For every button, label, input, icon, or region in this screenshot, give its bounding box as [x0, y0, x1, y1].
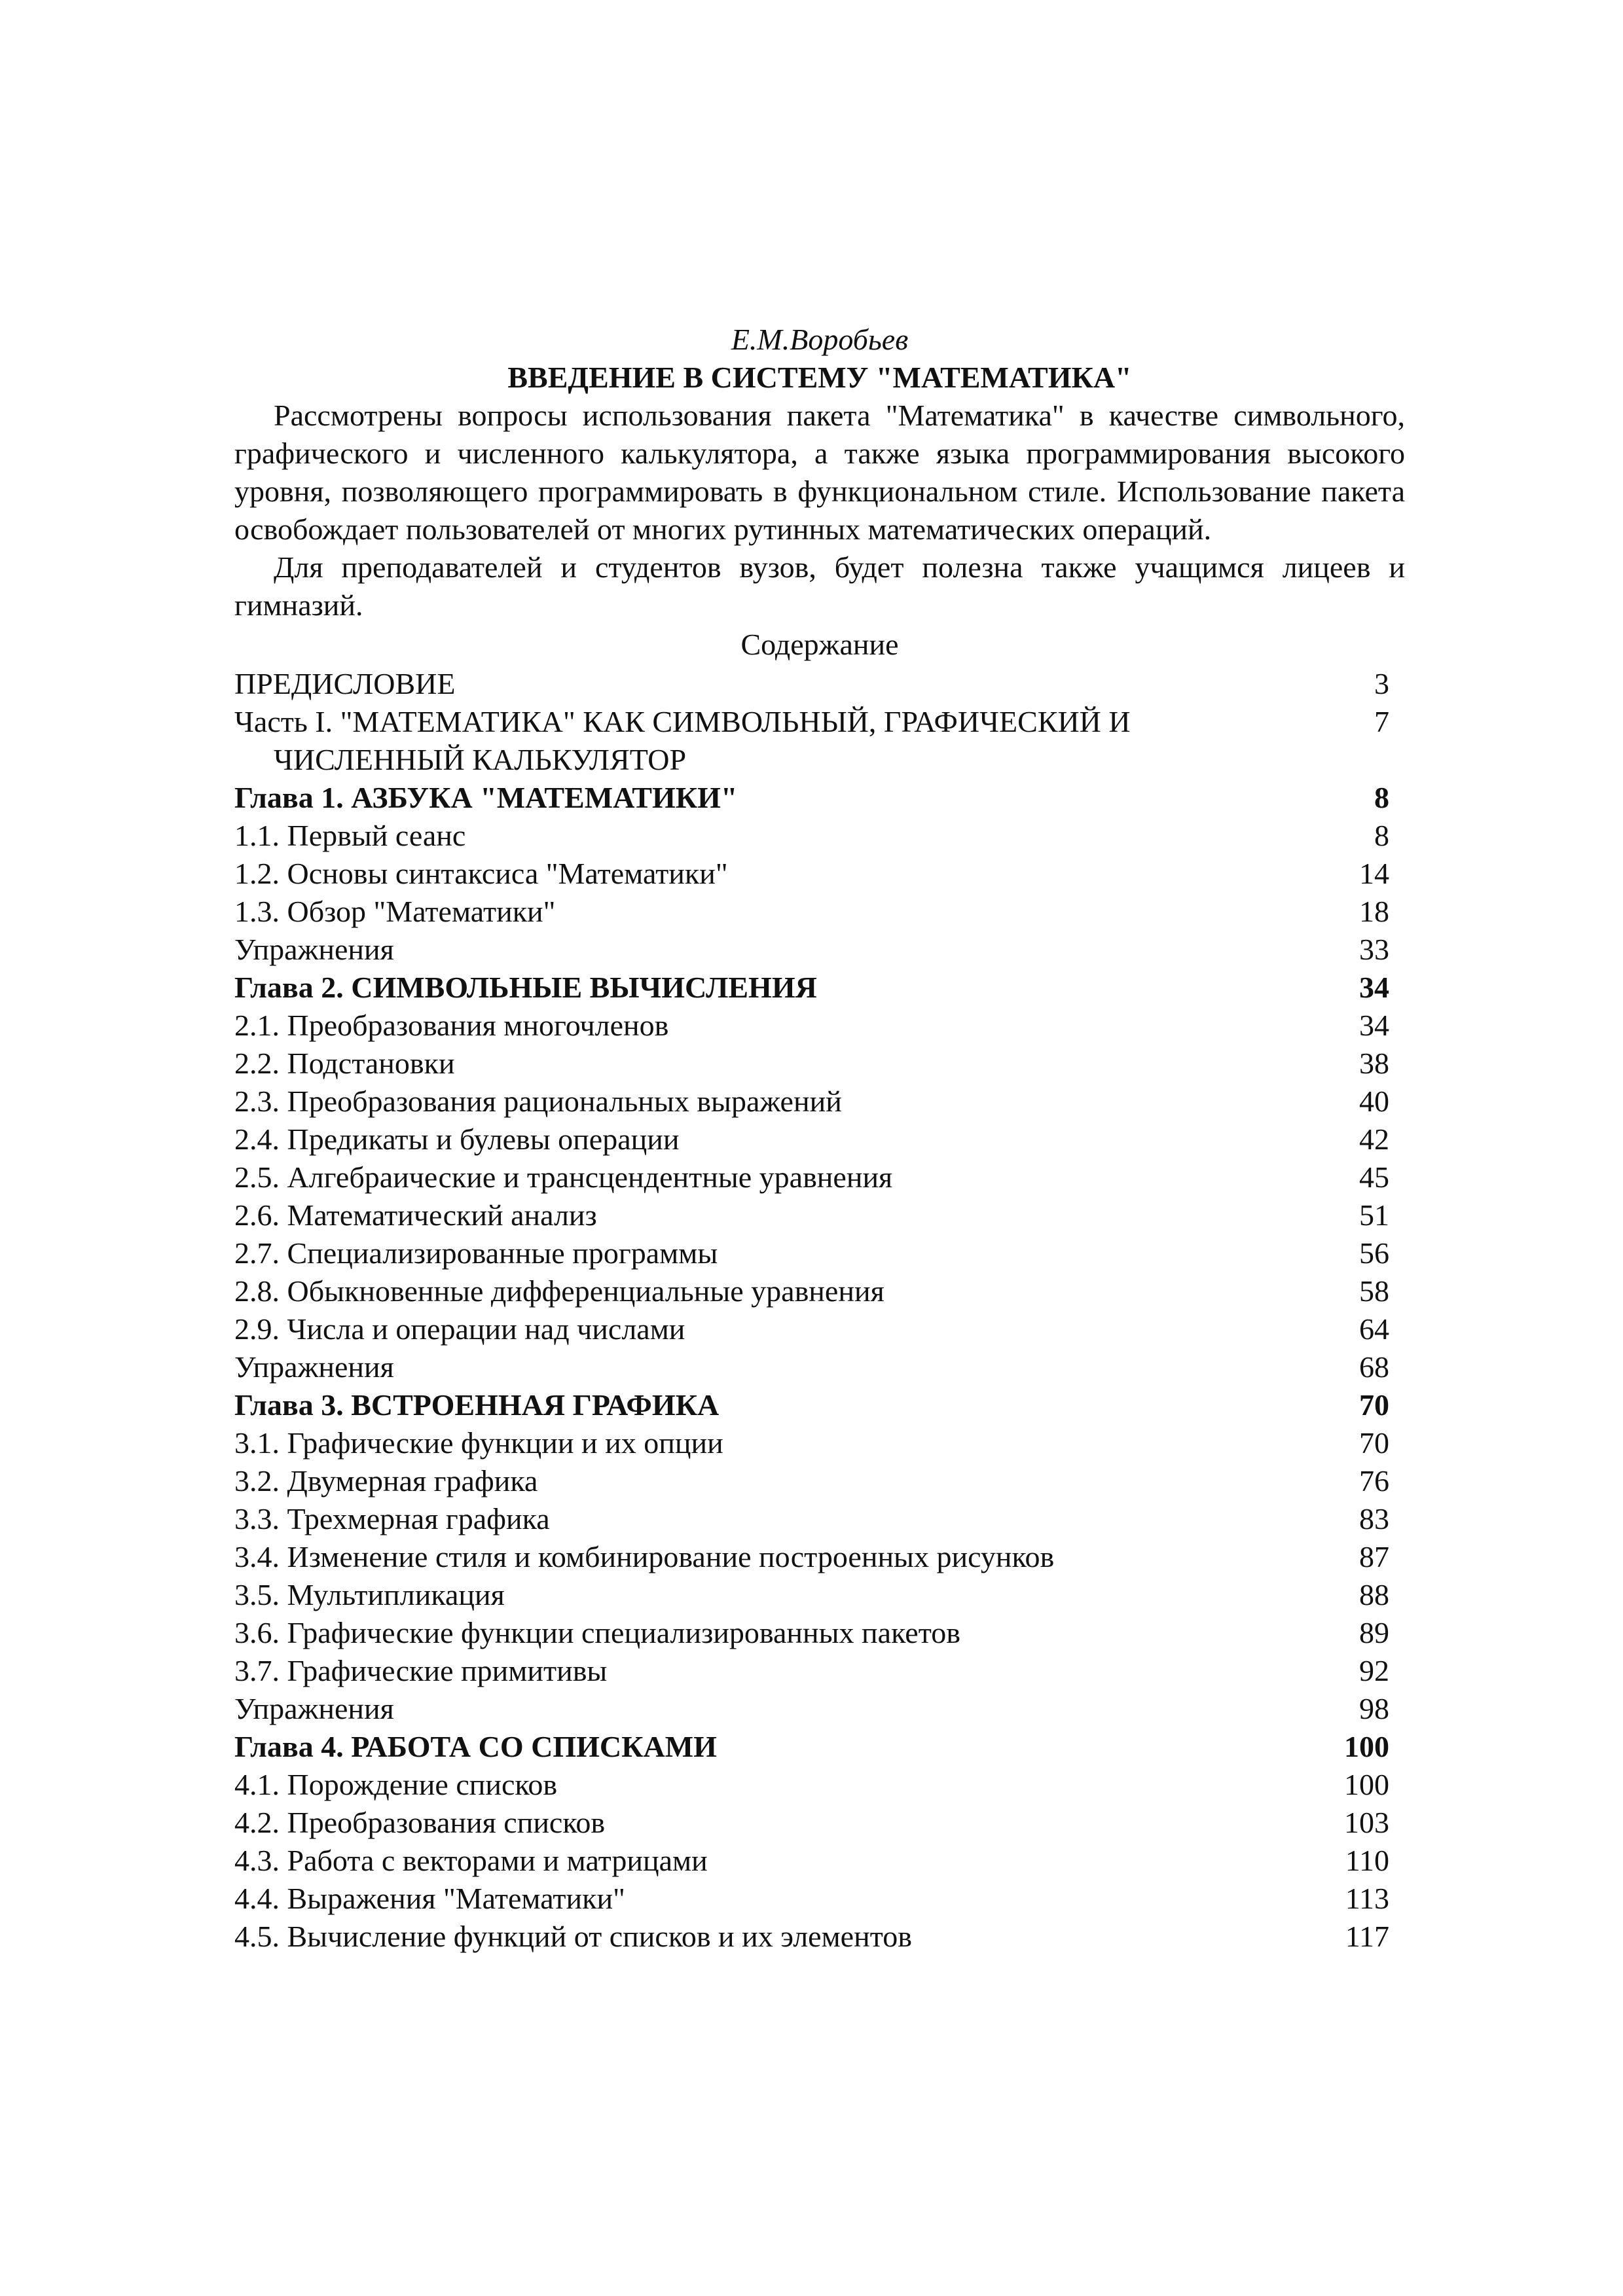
toc-entry-title: 2.8. Обыкновенные дифференциальные уравнения: [234, 1274, 884, 1308]
toc-entry: [234, 1348, 1405, 1386]
toc-entry: [234, 1690, 1405, 1728]
toc-entry-title: 3.2. Двумерная графика: [234, 1464, 538, 1498]
toc-entry-page: 56: [1359, 1236, 1389, 1270]
toc-entry-title: 3.7. Графические примитивы: [234, 1654, 608, 1687]
toc-entry-page: 58: [1359, 1274, 1389, 1308]
toc-entry-title: Глава 4. РАБОТА СО СПИСКАМИ: [234, 1730, 717, 1763]
toc-entry-title: 3.5. Мультипликация: [234, 1578, 505, 1611]
toc-entry-title: 3.3. Трехмерная графика: [234, 1502, 550, 1535]
toc-entry-page: 87: [1359, 1540, 1389, 1573]
toc-entry-page: 34: [1359, 971, 1389, 1004]
toc-entry: [234, 1500, 1405, 1538]
toc-entry: [234, 817, 1405, 855]
toc-entry-title: 4.2. Преобразования списков: [234, 1806, 606, 1839]
toc-entry-page: 88: [1359, 1578, 1389, 1611]
toc-entry-title: 4.3. Работа с векторами и матрицами: [234, 1844, 708, 1877]
toc-entry: [234, 1652, 1405, 1690]
toc-entry-title: 4.4. Выражения "Математики": [234, 1882, 625, 1915]
toc-entry-page: 100: [1344, 1730, 1389, 1763]
toc-entry-page: 64: [1359, 1312, 1389, 1346]
toc-entry: [234, 1462, 1405, 1500]
toc-entry-page: 40: [1359, 1085, 1389, 1118]
toc-entry-page: 98: [1359, 1692, 1389, 1725]
toc-entry-page: 70: [1359, 1388, 1389, 1422]
toc-entry-title: Упражнения: [234, 933, 394, 966]
toc-entry: [234, 1424, 1405, 1462]
toc-heading: Содержание: [740, 628, 899, 661]
toc-entry-page: 34: [1359, 1009, 1389, 1042]
toc-entry-page: 18: [1359, 895, 1389, 928]
toc-entry: [234, 1158, 1405, 1196]
toc-entry: [234, 855, 1405, 893]
toc-entry: [234, 1234, 1405, 1272]
toc-entry-page: 117: [1345, 1920, 1389, 1953]
toc-entry-title: 3.6. Графические функции специализированных пакетов: [234, 1616, 960, 1649]
toc-entry-title: 2.7. Специализированные программы: [234, 1236, 718, 1270]
toc-entry: [234, 1614, 1405, 1652]
toc-entry: [234, 1576, 1405, 1614]
toc-entry: [234, 1196, 1405, 1234]
toc-entry-page: 113: [1345, 1882, 1389, 1915]
toc-entry-page: 7: [1374, 705, 1389, 738]
toc-entry-title: 2.9. Числа и операции над числами: [234, 1312, 685, 1346]
abstract-paragraph-2: Для преподавателей и студентов вузов, будет полезна также учащимся лицеев и гимназий.: [234, 550, 1405, 622]
toc-entry-title: Глава 2. СИМВОЛЬНЫЕ ВЫЧИСЛЕНИЯ: [234, 971, 817, 1004]
toc-entry-page: 83: [1359, 1502, 1389, 1535]
toc-entry-page: 38: [1359, 1047, 1389, 1080]
toc-entry-page: 110: [1345, 1844, 1389, 1877]
toc-entry-title: 1.3. Обзор "Математики": [234, 895, 556, 928]
toc-entry-page: 89: [1359, 1616, 1389, 1649]
toc-entry-title: 2.5. Алгебраические и трансцендентные уравнения: [234, 1160, 893, 1194]
table-of-contents: [234, 665, 1405, 1956]
toc-entry: [234, 1880, 1405, 1918]
toc-entry-title: 2.3. Преобразования рациональных выражений: [234, 1085, 842, 1118]
toc-entry-part-1: [234, 703, 1405, 779]
toc-entry-title: Глава 1. АЗБУКА "МАТЕМАТИКИ": [234, 781, 738, 814]
toc-entry-title: Упражнения: [234, 1692, 394, 1725]
toc-entry: [234, 1804, 1405, 1842]
toc-entry-title: Часть I. "МАТЕМАТИКА" КАК СИМВОЛЬНЫЙ, ГРАФИЧЕСКИЙ И ЧИСЛЕННЫЙ КАЛЬКУЛЯТОР: [234, 705, 1131, 776]
toc-entry-chapter-1: [234, 779, 1405, 817]
toc-entry-page: 14: [1359, 857, 1389, 890]
toc-entry-title: Глава 3. ВСТРОЕННАЯ ГРАФИКА: [234, 1388, 720, 1422]
toc-entry-preface: [234, 665, 1405, 703]
toc-entry: [234, 1083, 1405, 1121]
author-name: Е.М.Воробьев: [731, 323, 909, 356]
toc-entry-page: 8: [1374, 781, 1389, 814]
toc-entry-page: 33: [1359, 933, 1389, 966]
toc-entry: [234, 931, 1405, 969]
toc-entry-title: 1.1. Первый сеанс: [234, 819, 466, 852]
toc-entry: [234, 893, 1405, 931]
toc-entry-title: 2.2. Подстановки: [234, 1047, 455, 1080]
toc-entry: [234, 1538, 1405, 1576]
toc-entry: [234, 1272, 1405, 1310]
toc-entry: [234, 1121, 1405, 1158]
book-title: ВВЕДЕНИЕ В СИСТЕМУ "МАТЕМАТИКА": [507, 361, 1132, 394]
toc-entry-chapter-2: [234, 969, 1405, 1007]
toc-entry-page: 42: [1359, 1122, 1389, 1156]
toc-entry-title: 2.4. Предикаты и булевы операции: [234, 1122, 680, 1156]
toc-entry-page: 8: [1374, 819, 1389, 852]
toc-entry-title: 2.6. Математический анализ: [234, 1198, 597, 1232]
toc-entry-page: 51: [1359, 1198, 1389, 1232]
toc-entry-page: 103: [1344, 1806, 1389, 1839]
toc-entry-title: 4.1. Порождение списков: [234, 1768, 558, 1801]
toc-entry-title: 3.4. Изменение стиля и комбинирование построенных рисунков: [234, 1540, 1055, 1573]
abstract-paragraph-1: Рассмотрены вопросы использования пакета "Математика" в качестве символьного, графического и численного калькулятора, а также языка программирования высокого уровня, позволяющего программировать в функциональном стиле. Использование пакета освобождает пользователей от многих рутинных математических операций.: [234, 399, 1405, 546]
toc-entry-title: 2.1. Преобразования многочленов: [234, 1009, 669, 1042]
toc-entry: [234, 1766, 1405, 1804]
toc-entry: [234, 1918, 1405, 1956]
toc-entry: [234, 1045, 1405, 1083]
toc-entry-page: 3: [1374, 667, 1389, 700]
toc-entry-page: 68: [1359, 1350, 1389, 1384]
document-page: [234, 321, 1405, 1956]
toc-entry-page: 76: [1359, 1464, 1389, 1498]
toc-entry-page: 100: [1344, 1768, 1389, 1801]
toc-entry-chapter-4: [234, 1728, 1405, 1766]
toc-entry-page: 45: [1359, 1160, 1389, 1194]
toc-entry: [234, 1007, 1405, 1045]
toc-entry-page: 70: [1359, 1426, 1389, 1460]
toc-entry-title: 4.5. Вычисление функций от списков и их элементов: [234, 1920, 912, 1953]
toc-entry-chapter-3: [234, 1386, 1405, 1424]
toc-entry-title: 3.1. Графические функции и их опции: [234, 1426, 723, 1460]
toc-entry-page: 92: [1359, 1654, 1389, 1687]
toc-entry: [234, 1310, 1405, 1348]
toc-entry-title: ПРЕДИСЛОВИЕ: [234, 667, 456, 700]
toc-entry: [234, 1842, 1405, 1880]
toc-entry-title: 1.2. Основы синтаксиса "Математики": [234, 857, 728, 890]
toc-entry-title: Упражнения: [234, 1350, 394, 1384]
